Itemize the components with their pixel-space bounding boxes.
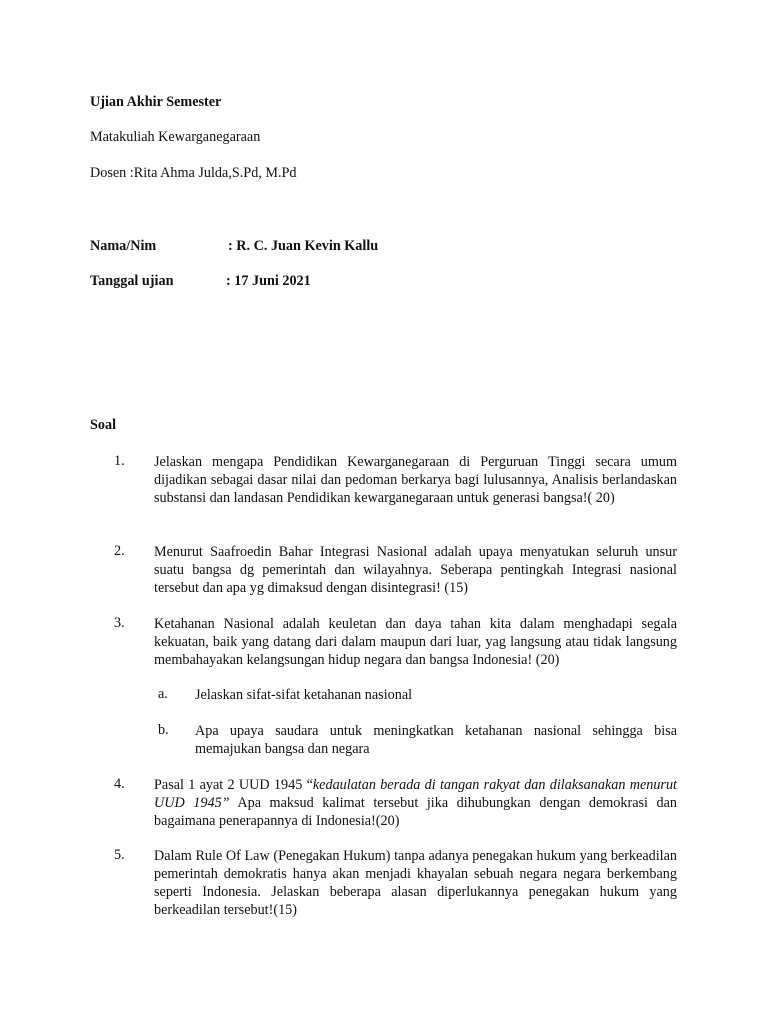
sub-question-text: Jelaskan sifat-sifat ketahanan nasional [195, 687, 413, 703]
sub-question-letter: a. [158, 686, 168, 702]
exam-title: Ujian Akhir Semester [90, 94, 222, 110]
name-value: : R. C. Juan Kevin Kallu [228, 238, 379, 254]
question-number: 2. [114, 543, 125, 559]
question-text-after: Apa maksud kalimat tersebut jika dihubungkan dengan demokrasi dan bagaimana penerapannya di Indonesia!(20) [154, 795, 677, 829]
question-number: 3. [114, 615, 125, 631]
question-number: 1. [114, 453, 125, 469]
course-name: Matakuliah Kewarganegaraan [90, 129, 261, 145]
question-number: 5. [114, 847, 125, 863]
question-text: Ketahanan Nasional adalah keuletan dan daya tahan kita dalam menghadapi segala kekuatan, baik yang datang dari dalam maupun dari luar, yag langsung atau tidak langsung membahayakan kelangsungan hidup negara dan bangsa Indonesia! (20) [154, 616, 677, 668]
lecturer-name: Dosen :Rita Ahma Julda,S.Pd, M.Pd [90, 165, 297, 181]
question-quote: kedaulatan berada di tangan rakyat dan dilaksanakan menurut UUD 1945” [154, 777, 677, 811]
question-number: 4. [114, 776, 125, 792]
name-label: Nama/Nim [90, 238, 157, 254]
question-text-before: Pasal 1 ayat 2 UUD 1945 “ [154, 777, 313, 793]
sub-question-text: Apa upaya saudara untuk meningkatkan ketahanan nasional sehingga bisa memajukan bangsa dan negara [195, 723, 677, 757]
question-text: Menurut Saafroedin Bahar Integrasi Nasional adalah upaya menyatukan seluruh unsur suatu bangsa dg pemerintah dan wilayahnya. Seberapa pentingkah Integrasi nasional tersebut dan apa yg dimaksud dengan disintegrasi! (15) [154, 544, 677, 596]
section-title: Soal [90, 417, 117, 433]
sub-question-letter: b. [158, 722, 169, 738]
question-text: Dalam Rule Of Law (Penegakan Hukum) tanpa adanya penegakan hukum yang berkeadilan pemerintah demokratis hanya akan menjadi khayalan sebuah negara negara berkembang seperti Indonesia. Jelaskan beberapa alasan diperlukannya penegakan hukum yang berkeadilan tersebut!(15) [154, 848, 677, 918]
question-text: Jelaskan mengapa Pendidikan Kewarganegaraan di Perguruan Tinggi secara umum dijadikan sebagai dasar nilai dan pedoman berkarya bagi lulusannya, Analisis berlandaskan substansi dan landasan Pendidikan kewarganegaraan untuk generasi bangsa!( 20) [154, 454, 677, 506]
date-label: Tanggal ujian [90, 273, 174, 289]
question-text [154, 776, 677, 830]
date-value: : 17 Juni 2021 [226, 273, 311, 289]
